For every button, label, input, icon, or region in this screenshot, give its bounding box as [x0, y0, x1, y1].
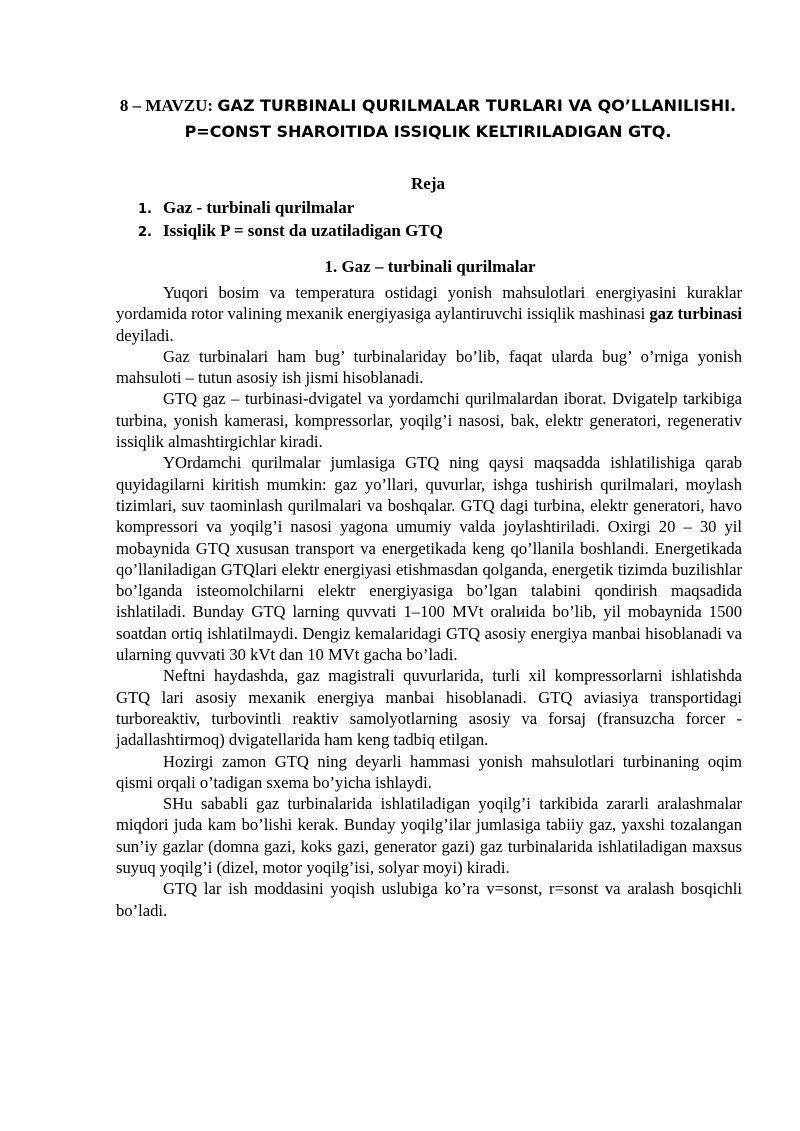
paragraph-text: deyiladi. — [116, 325, 174, 345]
paragraph: GTQ lar ish moddasini yoqish uslubiga ko’ra v=sonst, r=sonst va aralash bosqichli bo’ladi. — [116, 879, 742, 920]
section-heading: 1. Gaz – turbinali qurilmalar — [324, 257, 536, 276]
paragraph: SHu sababli gaz turbinalarida ishlatiladigan yoqilg’i tarkibida zararli aralashmalar miqdori juda kam bo’lishi kerak. Bunday yoqilg’ilar jumlasiga tabiiy gaz, yaxshi tozalangan sun’iy gazlar (domna gazi, koks gazi, generator gazi) gaz turbinalarida ishlatiladigan maxsus suyuq yoqilg’i (dizel, motor yoqilg’isi, solyar moyi) kiradi. — [116, 794, 742, 878]
paragraph: GTQ gaz – turbinasi-dvigatel va yordamchi qurilmalardan iborat. Dvigatelp tarkibiga turbina, yonish kamerasi, kompressorlar, yoqilg’i nasosi, bak, elektr generatori, regenerativ issiqlik almashtirgichlar kiradi. — [116, 389, 742, 452]
bold-term: gaz turbinasi — [649, 304, 743, 324]
plan-item-number: 2. — [138, 225, 152, 240]
plan-item-text: Issiqlik P = sonst da uzatiladigan GTQ — [163, 221, 443, 240]
topic-title: GAZ TURBINALI QURILMALAR TURLARI VA QO’LLANILISHI. P=CONST SHAROITIDA ISSIQLIK KELTIRILADIGAN GTQ. — [184, 96, 737, 141]
paragraph: Neftni haydashda, gaz magistrali quvurlarida, turli xil kompressorlarni ishlatishda GTQ lari asosiy mexanik energiya manbai hisoblanadi. GTQ aviasiya transportidagi turboreaktiv, turbovintli reaktiv samolyotlarning asosiy va forsaj (fransuzcha forcer - jadallashtirmoq) dvigatellarida ham keng tadbiq etilgan. — [116, 666, 742, 750]
body-text — [116, 282, 742, 921]
paragraph — [116, 282, 742, 346]
plan-item-number: 1. — [138, 202, 152, 217]
page-title — [110, 93, 746, 145]
paragraph: Hozirgi zamon GTQ ning deyarli hammasi yonish mahsulotlari turbinaning oqim qismi orqali o’tadigan sxema bo’yicha ishlaydi. — [116, 751, 742, 792]
plan-item — [138, 198, 443, 221]
plan-list — [138, 198, 443, 244]
paragraph: YOrdamchi qurilmalar jumlasiga GTQ ning qaysi maqsadda ishlatilishiga qarab quyidagilarni kiritish mumkin: gaz yo’llari, quvurlar, ishga tushirish qurilmalari, moylash tizimlari, suv taominlash qurilmalari va boshqalar. GTQ dagi turbina, elektr generatori, havo kompressori va yoqilg’i nasosi yagona umumiy valda joylashtiriladi. Oxirgi 20 – 30 yil mobaynida GTQ xususan transport va energetikada keng qo’llanila boshlandi. Energetikada qo’llaniladigan GTQlari elektr energiyasi etishmasdan qolganda, energetik tizimda buzilishlar bo’lganda isteomolchilarni elektr energiyasiga bo’lgan talabini qondirish maqsadida ishlatiladi. Bunday GTQ larning quvvati 1–100 MVt oralиida bo’lib, yil mobaynida 1500 soatdan ortiq ishlatilmaydi. Dengiz kemalaridagi GTQ asosiy energiya manbai hisoblanadi va ularning quvvati 30 kVt dan 10 MVt gacha bo’ladi. — [116, 453, 742, 665]
plan-item — [138, 221, 443, 244]
paragraph-text: Yuqori bosim va temperatura ostidagi yonish mahsulotlari energiyasini kuraklar yordamida rotor valining mexanik energiyasiga aylantiruvchi issiqlik mashinasi — [116, 283, 742, 324]
plan-heading: Reja — [411, 174, 445, 193]
paragraph: Gaz turbinalari ham bug’ turbinalariday bo’lib, faqat ularda bug’ o’rniga yonish mahsuloti – tutun asosiy ish jismi hisoblanadi. — [116, 346, 742, 388]
topic-number: 8 – MAVZU: — [119, 96, 218, 115]
plan-item-text: Gaz - turbinali qurilmalar — [163, 198, 355, 217]
